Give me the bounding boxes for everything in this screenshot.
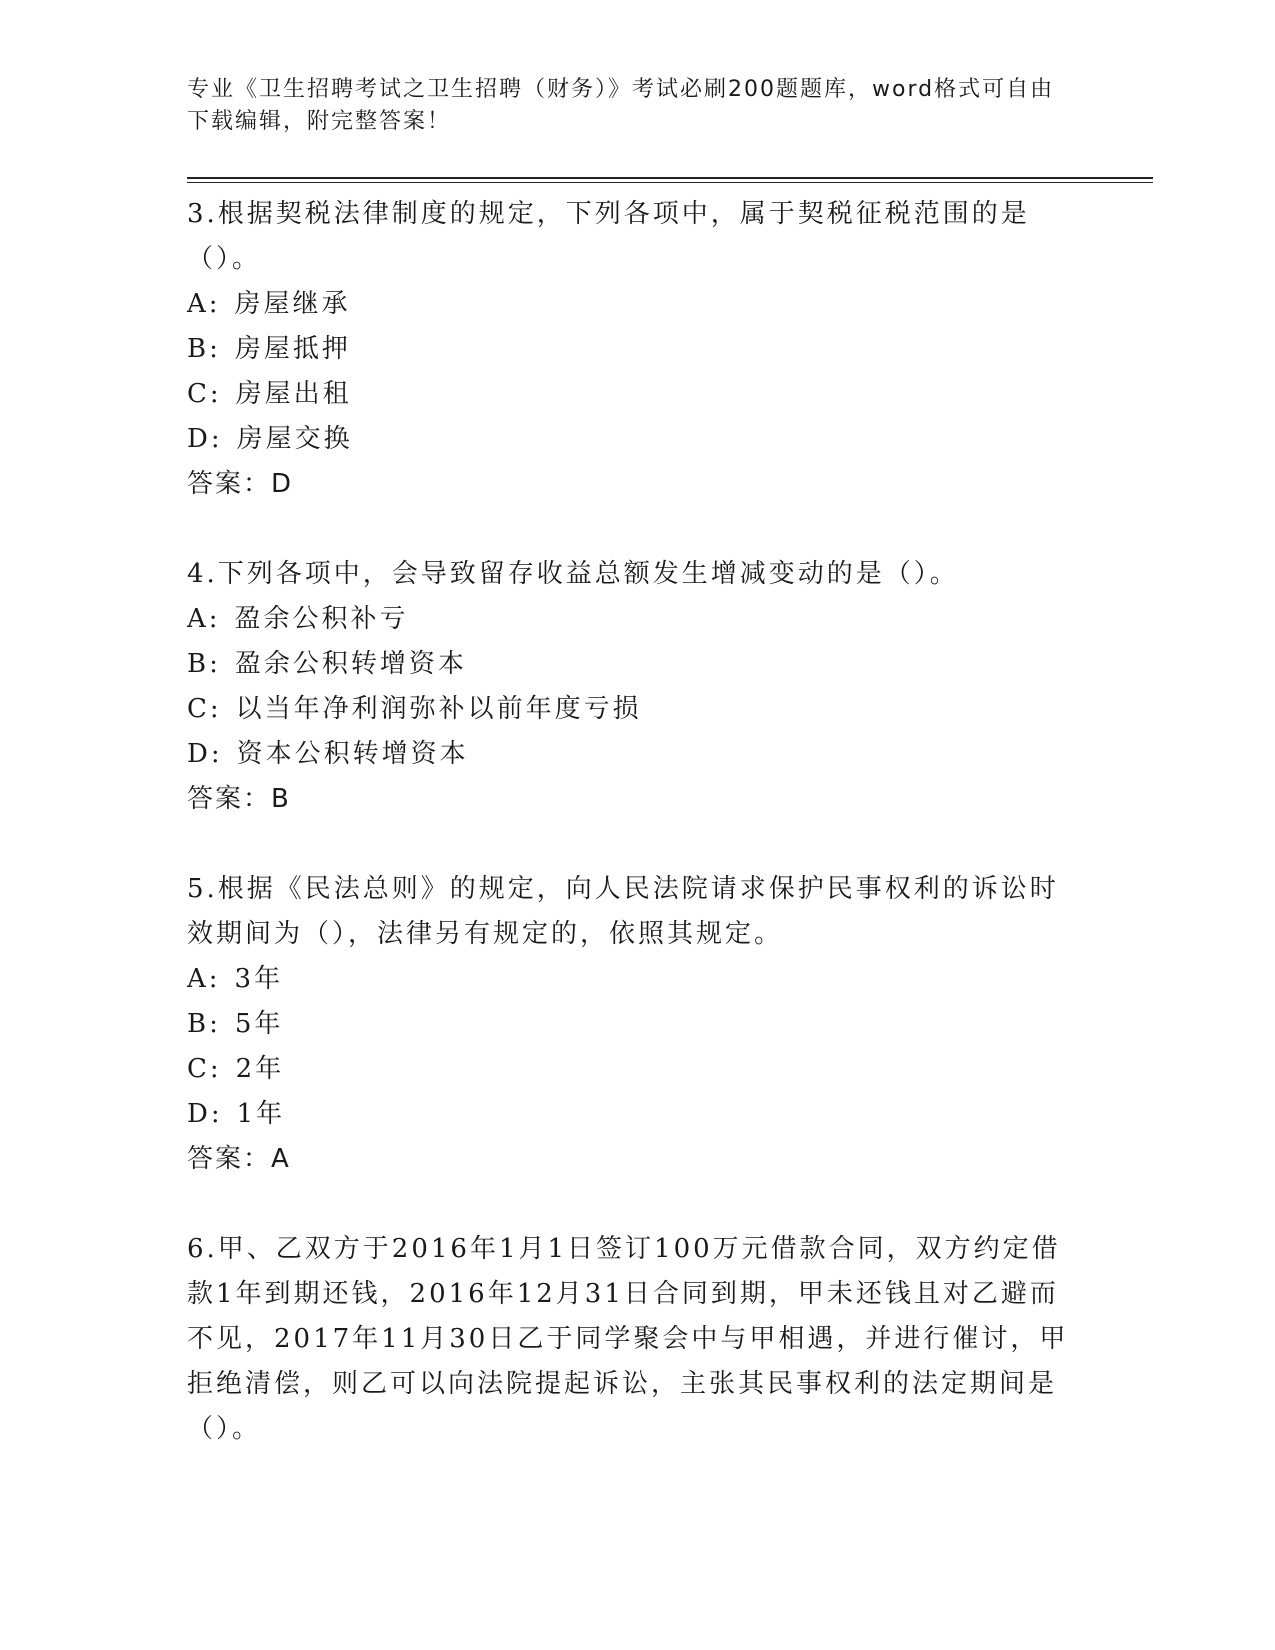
option-a [187,282,1077,327]
option-key: B: [187,1009,221,1039]
question-text: 6.甲、乙双方于2016年1月1日签订100万元借款合同，双方约定借款1年到期还钱，2016年12月31日合同到期，甲未还钱且对乙避而不见，2017年11月30日乙于同学聚会中与甲相遇，并进行催讨，甲拒绝清偿，则乙可以向法院提起诉讼，主张其民事权利的法定期间是（）。 [187,1234,1069,1444]
option-text: 3年 [234,964,284,994]
answer-line: 答案：D [187,469,294,499]
header-rule-thick [187,177,1153,179]
option-d [187,417,1077,462]
option-c [187,372,1077,417]
option-key: A: [187,964,221,994]
option-key: A: [187,604,221,634]
option-key: B: [187,649,221,679]
option-a [187,957,1077,1002]
option-text: 盈余公积转增资本 [234,649,467,679]
option-key: D: [187,739,223,769]
option-a [187,597,1077,642]
option-text: 盈余公积补亏 [234,604,409,634]
option-b [187,327,1077,372]
option-b [187,642,1077,687]
question-text: 4.下列各项中，会导致留存收益总额发生增减变动的是（）。 [187,559,959,589]
option-text: 资本公积转增资本 [236,739,469,769]
option-d [187,1092,1077,1137]
spacer [187,507,1077,552]
spacer [187,1182,1077,1227]
option-key: A: [187,289,221,319]
option-text: 1年 [236,1099,286,1129]
question-5 [187,867,1077,1182]
option-b [187,1002,1077,1047]
option-text: 房屋抵押 [234,334,351,364]
answer-line: 答案：A [187,1144,291,1174]
option-text: 5年 [234,1009,284,1039]
question-4 [187,552,1077,822]
header-title: 专业《卫生招聘考试之卫生招聘（财务）》考试必刷200题题库，word格式可自由下载编辑，附完整答案！ [187,77,1055,134]
question-text: 5.根据《民法总则》的规定，向人民法院请求保护民事权利的诉讼时效期间为（），法律另有规定的，依照其规定。 [187,874,1059,949]
option-c [187,687,1077,732]
spacer [187,822,1077,867]
header-rule-thin [187,182,1153,183]
question-text: 3.根据契税法律制度的规定，下列各项中，属于契税征税范围的是（）。 [187,199,1030,274]
option-text: 2年 [235,1054,285,1084]
option-key: C: [187,694,222,724]
option-text: 房屋继承 [234,289,351,319]
option-c [187,1047,1077,1092]
answer-line: 答案：B [187,784,291,814]
option-d [187,732,1077,777]
option-key: C: [187,1054,222,1084]
option-key: C: [187,379,222,409]
option-text: 房屋交换 [236,424,353,454]
option-key: D: [187,1099,223,1129]
question-list [187,192,1077,1452]
question-3 [187,192,1077,507]
question-6 [187,1227,1077,1452]
option-text: 房屋出租 [235,379,352,409]
option-text: 以当年净利润弥补以前年度亏损 [235,694,642,724]
option-key: B: [187,334,221,364]
option-key: D: [187,424,223,454]
